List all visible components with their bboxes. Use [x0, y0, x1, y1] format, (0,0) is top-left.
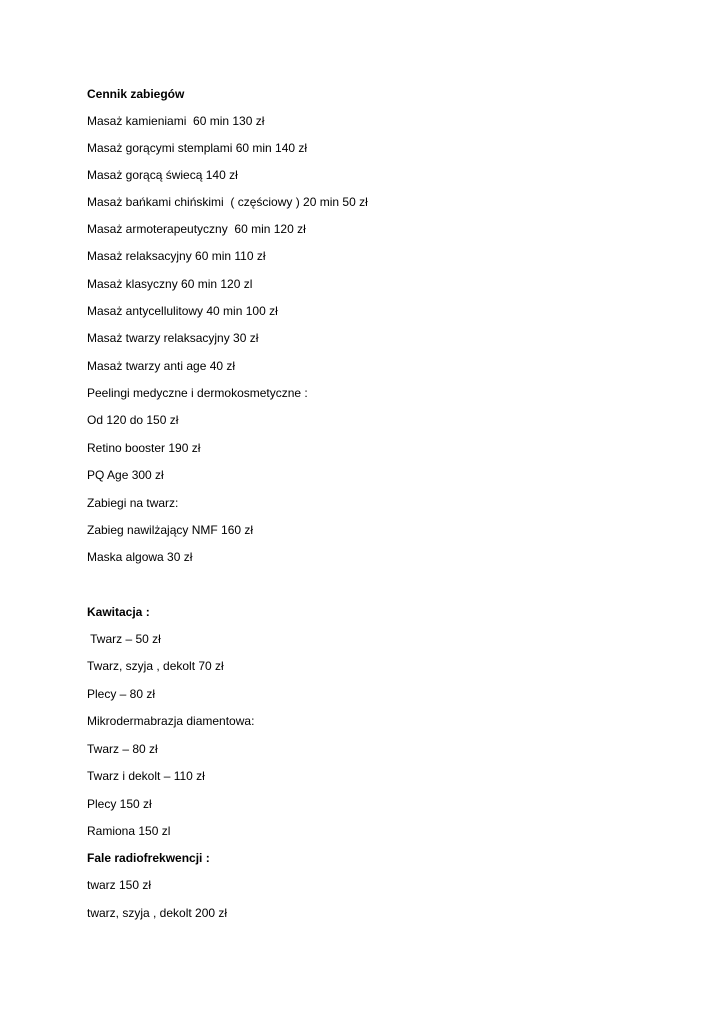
price-line: Zabieg nawilżający NMF 160 zł [87, 523, 254, 537]
section-heading: Mikrodermabrazja diamentowa: [87, 714, 255, 728]
price-line: Plecy 150 zł [87, 797, 152, 811]
price-line: Maska algowa 30 zł [87, 550, 193, 564]
price-line: Twarz, szyja , dekolt 70 zł [87, 659, 224, 673]
price-line: twarz, szyja , dekolt 200 zł [87, 906, 228, 920]
section-heading-radiofrequency: Fale radiofrekwencji : [87, 851, 210, 865]
price-line: Masaż bańkami chińskimi ( częściowy ) 20 min 50 zł [87, 195, 368, 209]
price-line: twarz 150 zł [87, 878, 152, 892]
price-line: Masaż klasyczny 60 min 120 zl [87, 277, 253, 291]
price-line: Ramiona 150 zl [87, 824, 171, 838]
price-line: Twarz – 80 zł [87, 742, 158, 756]
price-line: Masaż kamieniami 60 min 130 zł [87, 114, 265, 128]
price-line: Masaż relaksacyjny 60 min 110 zł [87, 249, 266, 263]
price-line: Masaż armoterapeutyczny 60 min 120 zł [87, 222, 306, 236]
price-list-title: Cennik zabiegów [87, 87, 185, 101]
price-line: PQ Age 300 zł [87, 468, 164, 482]
price-line: Masaż twarzy anti age 40 zł [87, 359, 236, 373]
price-line: Masaż twarzy relaksacyjny 30 zł [87, 331, 259, 345]
price-line: Masaż gorącymi stemplami 60 min 140 zł [87, 141, 308, 155]
price-line: Plecy – 80 zł [87, 687, 156, 701]
price-line: Retino booster 190 zł [87, 441, 201, 455]
price-line: Masaż antycellulitowy 40 min 100 zł [87, 304, 278, 318]
price-line: Masaż gorącą świecą 140 zł [87, 168, 238, 182]
section-heading: Zabiegi na twarz: [87, 496, 179, 510]
section-heading: Peelingi medyczne i dermokosmetyczne : [87, 386, 308, 400]
price-line: Od 120 do 150 zł [87, 413, 179, 427]
price-line: Twarz i dekolt – 110 zł [87, 769, 205, 783]
section-heading-cavitation: Kawitacja : [87, 605, 150, 619]
price-line: Twarz – 50 zł [87, 632, 161, 646]
